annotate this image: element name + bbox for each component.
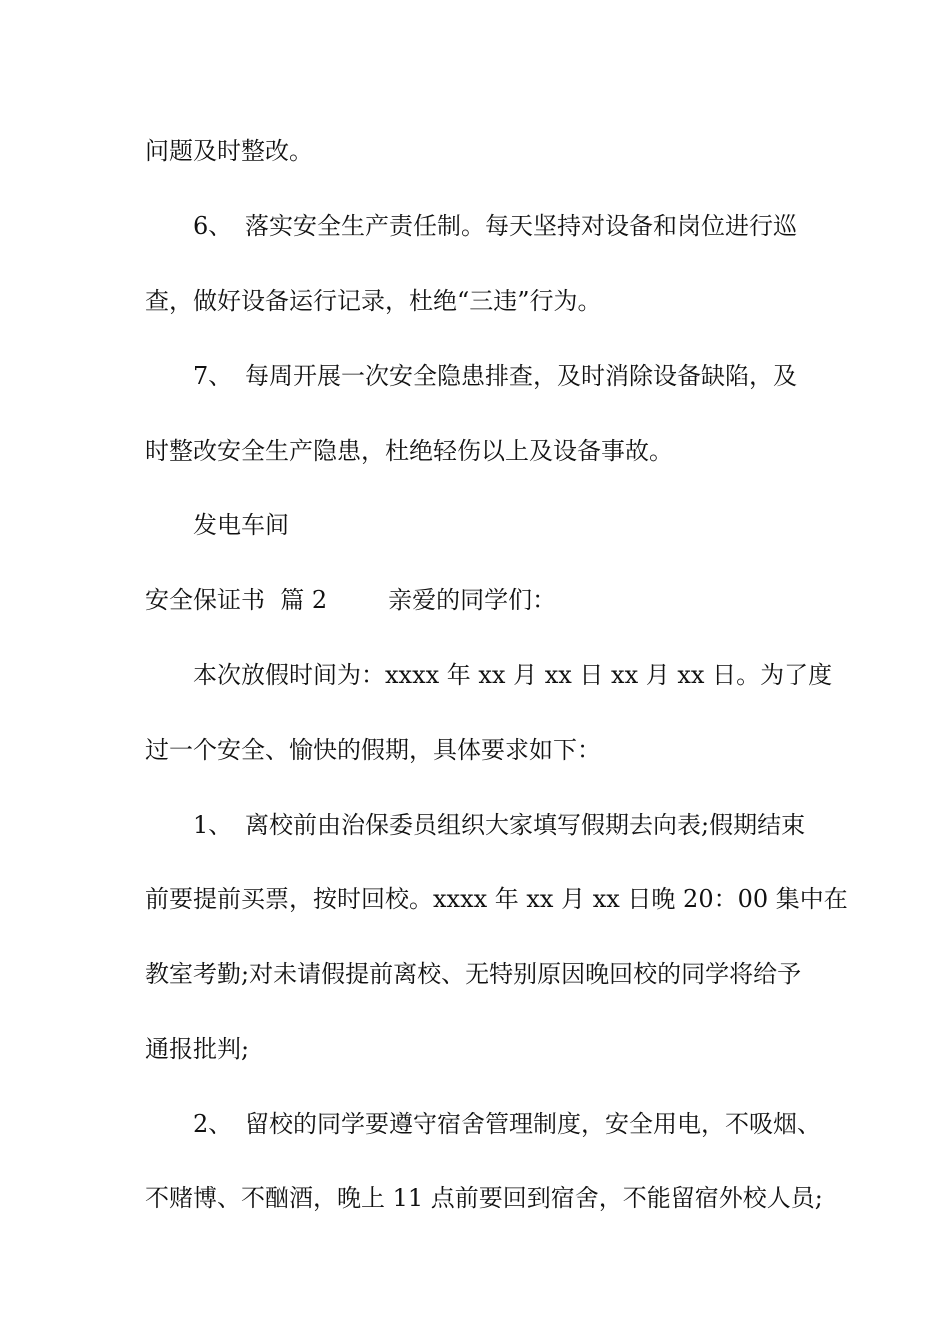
list-number: 7、	[193, 362, 233, 390]
section-heading: 安全保证书 篇 2 亲爱的同学们：	[145, 586, 557, 614]
list-number: 1、	[193, 811, 233, 839]
text-line: 过一个安全、愉快的假期，具体要求如下：	[145, 736, 601, 764]
text-line: 教室考勤;对未请假提前离校、无特别原因晚回校的同学将给予	[145, 960, 802, 988]
list-item-7	[193, 359, 797, 393]
text-line: 通报批判;	[145, 1035, 250, 1063]
list-text: 每周开展一次安全隐患排查，及时消除设备缺陷，及	[245, 362, 797, 390]
list-text: 留校的同学要遵守宿舍管理制度，安全用电，不吸烟、	[245, 1110, 821, 1138]
text-line: 时整改安全生产隐患，杜绝轻伤以上及设备事故。	[145, 437, 673, 465]
list-number: 6、	[193, 212, 233, 240]
list-item-2	[193, 1107, 821, 1141]
list-item-6	[193, 209, 797, 243]
text-line: 前要提前买票，按时回校。xxxx 年 xx 月 xx 日晚 20：00 集中在	[145, 885, 848, 913]
text-line: 查，做好设备运行记录，杜绝“三违”行为。	[145, 287, 602, 315]
department-signature: 发电车间	[193, 511, 289, 539]
text-line: 问题及时整改。	[145, 137, 313, 165]
list-number: 2、	[193, 1110, 233, 1138]
list-item-1	[193, 808, 805, 842]
list-text: 落实安全生产责任制。每天坚持对设备和岗位进行巡	[245, 212, 797, 240]
text-line: 本次放假时间为：xxxx 年 xx 月 xx 日 xx 月 xx 日。为了度	[193, 661, 833, 689]
list-text: 离校前由治保委员组织大家填写假期去向表;假期结束	[245, 811, 806, 839]
text-line: 不赌博、不酗酒，晚上 11 点前要回到宿舍，不能留宿外校人员;	[145, 1184, 823, 1212]
